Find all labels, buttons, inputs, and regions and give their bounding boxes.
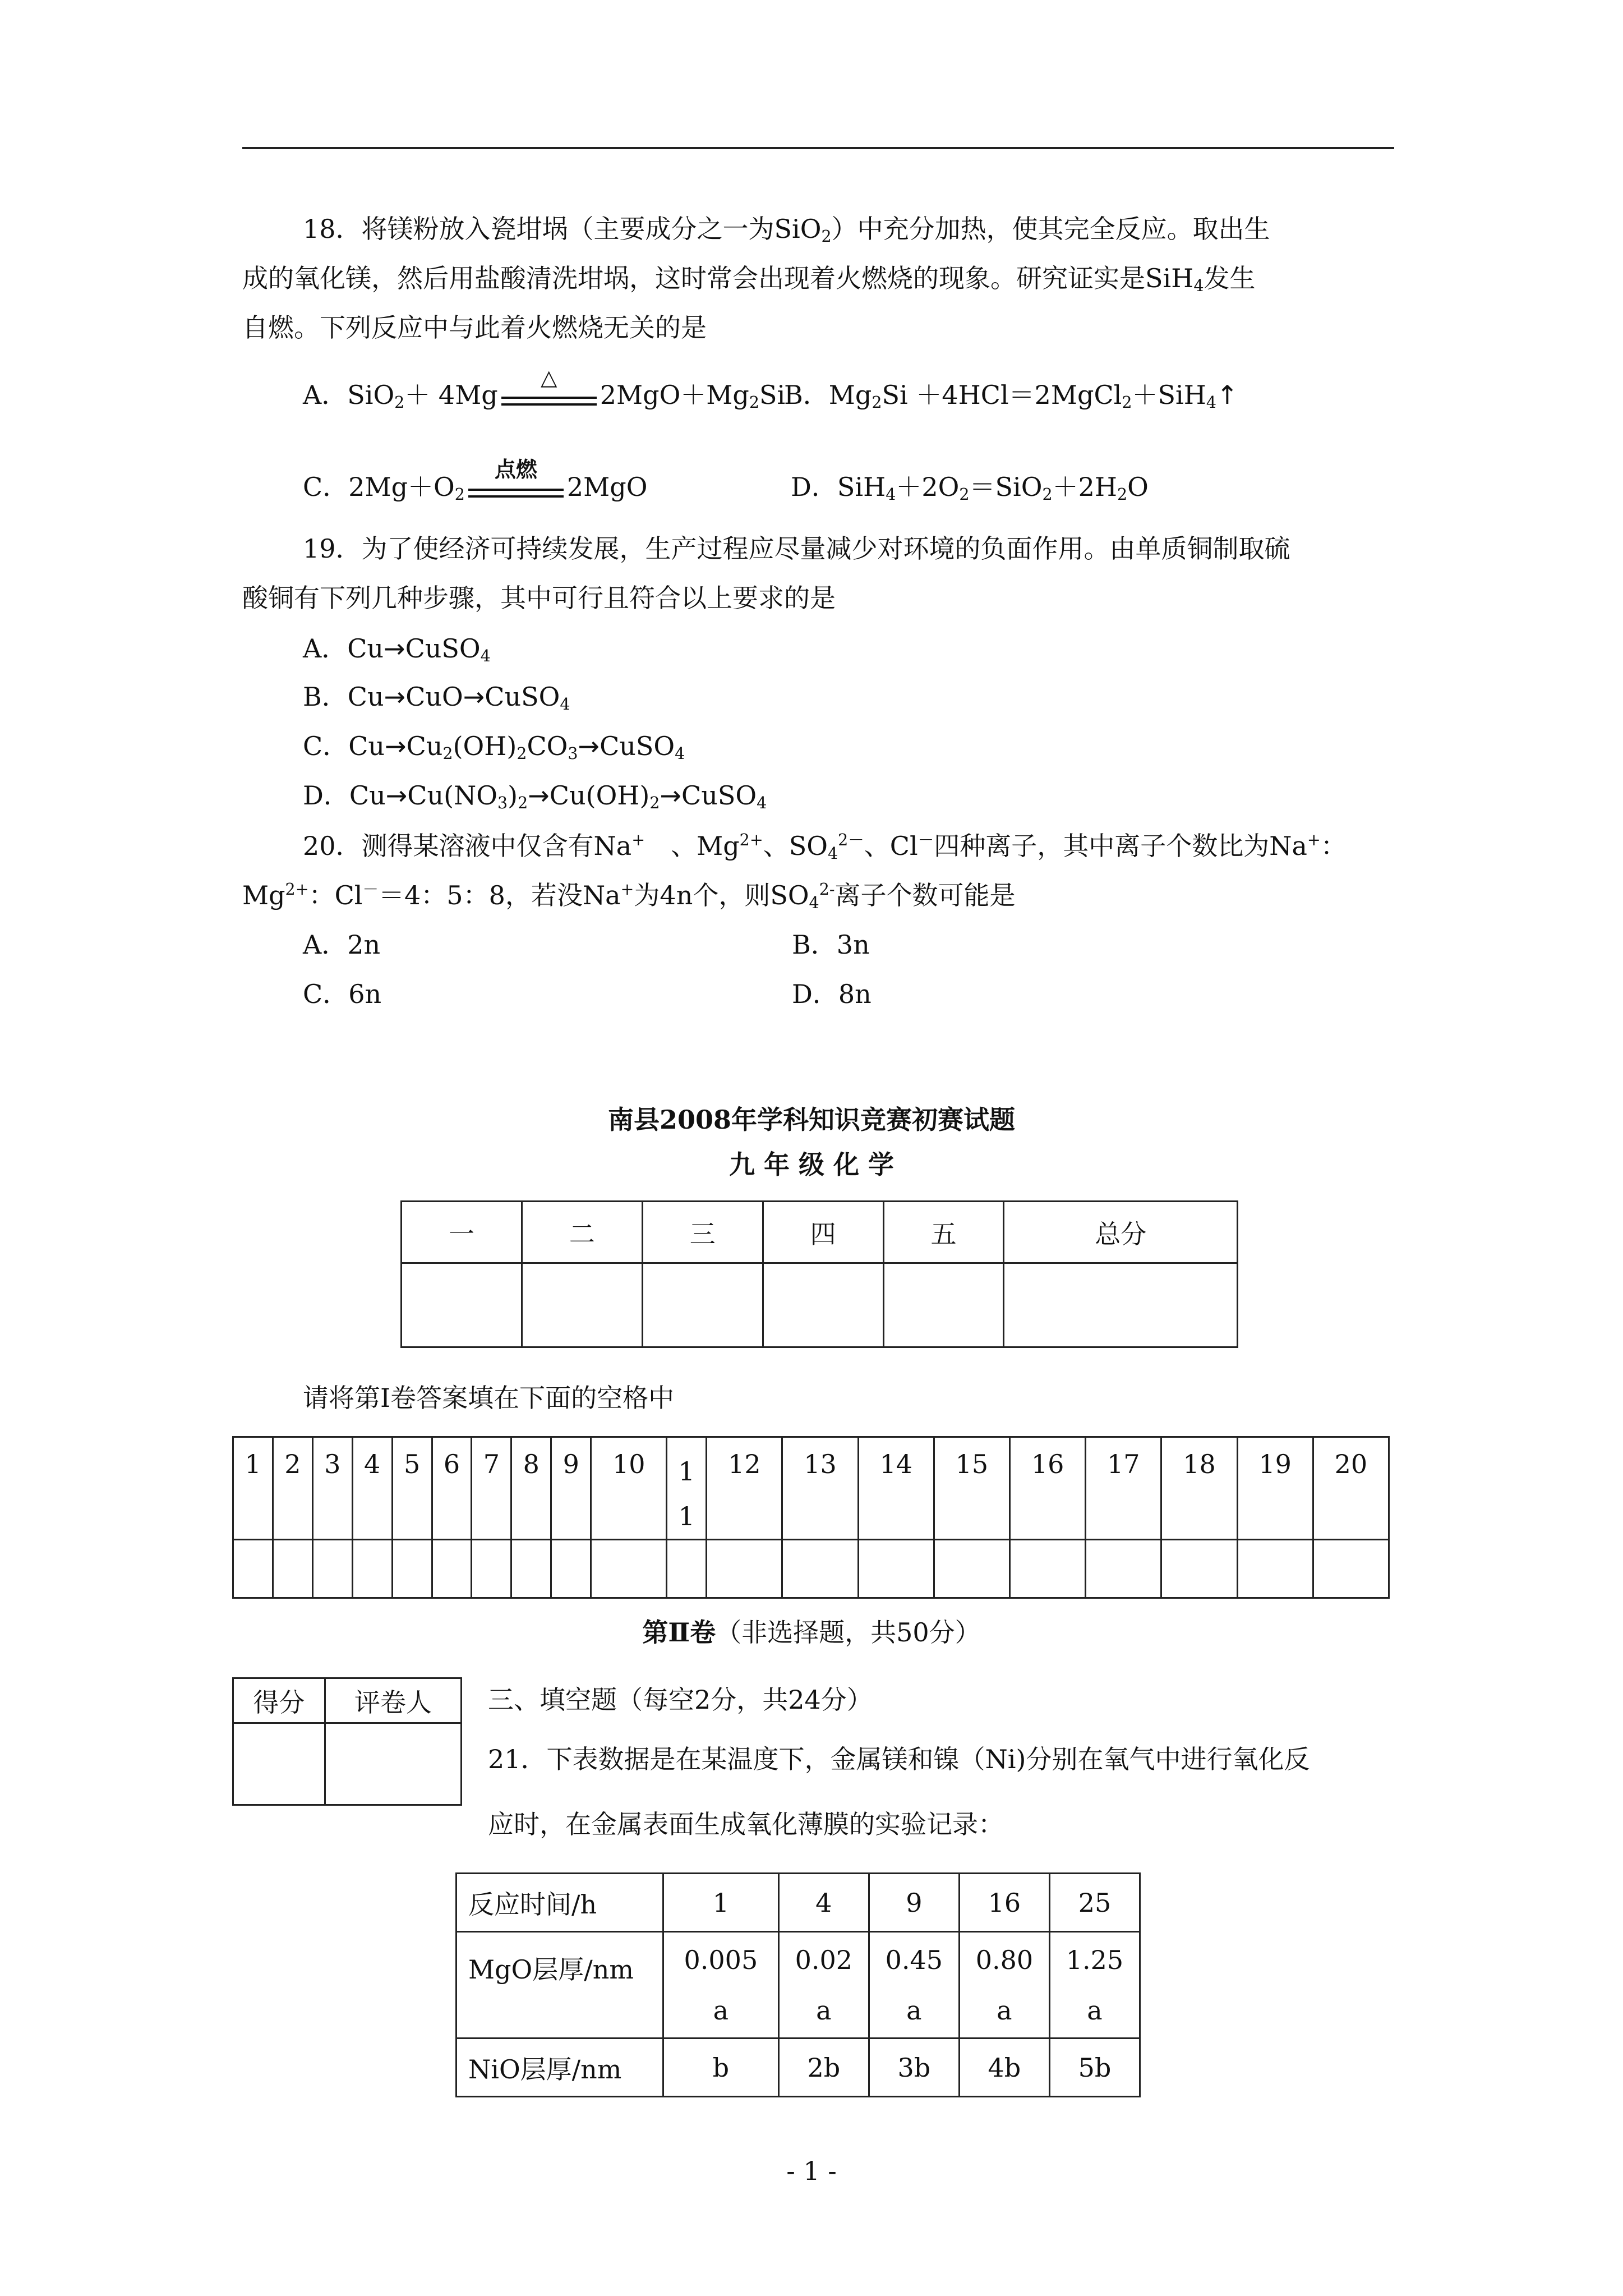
score-cell[interactable] — [522, 1263, 642, 1347]
answer-cell[interactable] — [551, 1540, 591, 1598]
answer-cell[interactable] — [233, 1540, 273, 1598]
mgo-cell: 1.25 a — [1049, 1932, 1140, 2039]
q20-option-d: D．8n — [792, 979, 872, 1009]
answer-cell[interactable] — [511, 1540, 551, 1598]
answer-cell[interactable] — [1010, 1540, 1086, 1598]
nio-cell: 4b — [959, 2039, 1049, 2097]
q18-option-d: D．$SiH_4+2O_2=SiO_2+2H_2O$ — [791, 472, 1149, 504]
q19-line2: 酸铜有下列几种步骤，其中可行且符合以上要求的是 — [242, 583, 836, 613]
q19-option-a: A．Cu→CuSO$_4$ — [303, 633, 491, 666]
q19-option-b: B．Cu→CuO→CuSO$_4$ — [303, 682, 570, 714]
score-header: 三 — [642, 1202, 763, 1263]
row-label-mgo: MgO层厚/nm — [457, 1932, 663, 2039]
answer-cell[interactable] — [934, 1540, 1009, 1598]
score-cell[interactable] — [402, 1263, 522, 1347]
answer-cell[interactable] — [782, 1540, 858, 1598]
grader-header: 评卷人 — [325, 1678, 461, 1723]
answer-cell[interactable] — [1086, 1540, 1161, 1598]
q20-line2: $Mg^{2+}$：Cl－＝4：5：8，若没Na+为4n个，则$SO_4^{2-}$离子个数可能是 — [242, 880, 1016, 913]
part2-heading: 第Ⅱ卷（非选择题，共50分） — [642, 1617, 981, 1648]
answer-header: 4 — [352, 1437, 392, 1540]
answer-header: 7 — [472, 1437, 511, 1540]
answer-header: 5 — [392, 1437, 432, 1540]
grader-header: 得分 — [233, 1678, 325, 1723]
score-table — [400, 1200, 1238, 1348]
time-cell: 16 — [959, 1874, 1049, 1932]
score-header: 四 — [763, 1202, 883, 1263]
answer-cell[interactable] — [472, 1540, 511, 1598]
answer-instruction: 请将第Ⅰ卷答案填在下面的空格中 — [303, 1383, 675, 1413]
q18-line1: 18．将镁粉放入瓷坩埚（主要成分之一为SiO$_2$）中充分加热，使其完全反应。取出生 — [303, 214, 1270, 246]
q21-line2: 应时，在金属表面生成氧化薄膜的实验记录： — [488, 1809, 1004, 1839]
q18-option-b: B．$Mg_2Si$ ＋4HCl＝2MgCl$_2$＋SiH$_4$↑ — [784, 380, 1238, 412]
time-cell: 9 — [869, 1874, 959, 1932]
section3-heading: 三、填空题（每空2分，共24分） — [488, 1685, 873, 1715]
answer-cell[interactable] — [312, 1540, 352, 1598]
q18-line2: 成的氧化镁，然后用盐酸清洗坩埚，这时常会出现着火燃烧的现象。研究证实是SiH$_4$发生 — [242, 263, 1256, 296]
answer-header-11: 1 1 — [667, 1437, 707, 1540]
exam-subtitle: 九 年 级 化 学 — [728, 1149, 895, 1180]
answer-header: 20 — [1313, 1437, 1389, 1540]
answer-cell[interactable] — [1313, 1540, 1389, 1598]
nio-cell: 5b — [1049, 2039, 1140, 2097]
grader-cell[interactable] — [233, 1723, 325, 1805]
answer-header: 6 — [432, 1437, 472, 1540]
answer-header: 13 — [782, 1437, 858, 1540]
q21-line1: 21．下表数据是在某温度下，金属镁和镍（Ni)分别在氧气中进行氧化反 — [488, 1744, 1310, 1774]
answer-header: 8 — [511, 1437, 551, 1540]
q20-line1: 20．测得某溶液中仅含有Na+ 、$Mg^{2+}$、$SO_4^{2-}$、Cl－四种离子，其中离子个数比为Na+： — [303, 830, 1347, 863]
ignition-condition-sign: 点燃 — [468, 476, 564, 502]
answer-cell[interactable] — [1237, 1540, 1313, 1598]
q19-line1: 19．为了使经济可持续发展，生产过程应尽量减少对环境的负面作用。由单质铜制取硫 — [303, 533, 1290, 564]
answer-header: 19 — [1237, 1437, 1313, 1540]
answer-header: 14 — [858, 1437, 934, 1540]
score-header: 总分 — [1004, 1202, 1238, 1263]
q18-line3: 自燃。下列反应中与此着火燃烧无关的是 — [242, 312, 707, 343]
answer-cell[interactable] — [858, 1540, 934, 1598]
score-cell[interactable] — [883, 1263, 1004, 1347]
q18-option-a: A．SiO$_2$＋ 4Mg △ $2MgO+Mg_2Si$ — [303, 365, 786, 412]
answer-header: 16 — [1010, 1437, 1086, 1540]
oxide-table — [455, 1872, 1141, 2097]
nio-cell: 2b — [778, 2039, 869, 2097]
answer-cell[interactable] — [273, 1540, 312, 1598]
answer-cell[interactable] — [591, 1540, 667, 1598]
row-label-time: 反应时间/h — [457, 1874, 663, 1932]
answer-header: 9 — [551, 1437, 591, 1540]
q20-option-c: C．6n — [303, 979, 382, 1009]
q20-option-b: B．3n — [792, 930, 870, 960]
answer-cell[interactable] — [392, 1540, 432, 1598]
answer-cell[interactable] — [432, 1540, 472, 1598]
time-cell: 1 — [663, 1874, 779, 1932]
score-header: 二 — [522, 1202, 642, 1263]
answer-header: 12 — [707, 1437, 782, 1540]
time-cell: 4 — [778, 1874, 869, 1932]
page-number: - 1 - — [786, 2156, 837, 2186]
score-cell[interactable] — [1004, 1263, 1238, 1347]
answer-cell[interactable] — [667, 1540, 707, 1598]
grader-cell[interactable] — [325, 1723, 461, 1805]
mgo-cell: 0.45 a — [869, 1932, 959, 2039]
answer-cell[interactable] — [352, 1540, 392, 1598]
row-label-nio: NiO层厚/nm — [457, 2039, 663, 2097]
mgo-cell: 0.02 a — [778, 1932, 869, 2039]
answer-header: 15 — [934, 1437, 1009, 1540]
answer-cell[interactable] — [1161, 1540, 1237, 1598]
exam-title: 南县2008年学科知识竞赛初赛试题 — [607, 1105, 1016, 1135]
heating-condition-sign: △ — [501, 384, 597, 410]
score-cell[interactable] — [642, 1263, 763, 1347]
mgo-cell: 0.005 a — [663, 1932, 779, 2039]
mgo-cell: 0.80 a — [959, 1932, 1049, 2039]
q19-option-d: D．$Cu\to Cu(NO_3)_2\to Cu(OH)_2\to CuSO_4$ — [303, 780, 767, 813]
answer-header: 3 — [312, 1437, 352, 1540]
nio-cell: 3b — [869, 2039, 959, 2097]
answer-header: 17 — [1086, 1437, 1161, 1540]
answer-header: 10 — [591, 1437, 667, 1540]
score-header: 五 — [883, 1202, 1004, 1263]
grader-table — [232, 1677, 462, 1806]
score-cell[interactable] — [763, 1263, 883, 1347]
time-cell: 25 — [1049, 1874, 1140, 1932]
answer-header: 18 — [1161, 1437, 1237, 1540]
q20-option-a: A．2n — [303, 930, 381, 960]
answer-header: 1 — [233, 1437, 273, 1540]
answer-grid — [232, 1436, 1390, 1599]
header-rule — [242, 147, 1394, 149]
nio-cell: b — [663, 2039, 779, 2097]
answer-cell[interactable] — [707, 1540, 782, 1598]
answer-header: 2 — [273, 1437, 312, 1540]
q19-option-c: C．$Cu\to Cu_2(OH)_2CO_3\to CuSO_4$ — [303, 731, 685, 763]
q18-option-c: C．$2Mg+O_2$ 点燃 2MgO — [303, 457, 648, 504]
score-header: 一 — [402, 1202, 522, 1263]
